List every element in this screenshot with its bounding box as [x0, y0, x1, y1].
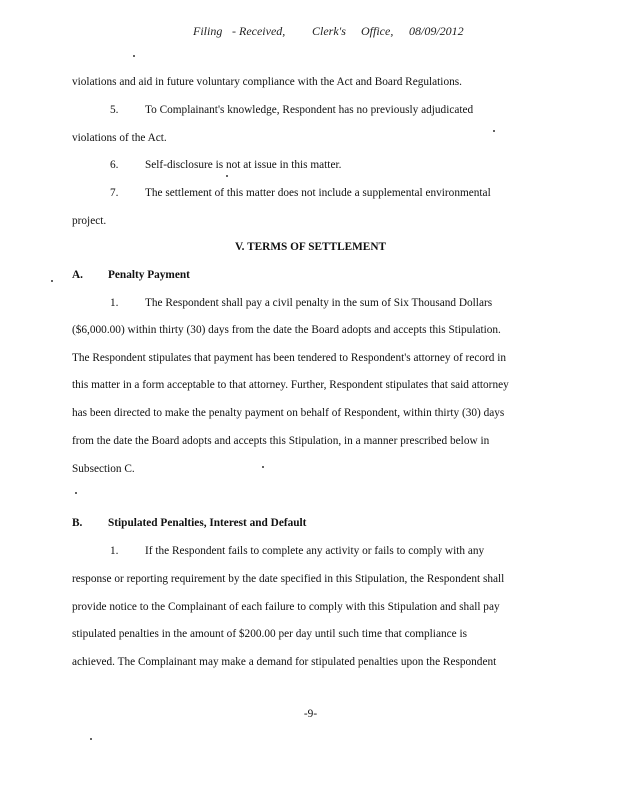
- subsection-letter: B.: [72, 517, 83, 529]
- paragraph-line: ($6,000.00) within thirty (30) days from the date the Board adopts and accepts this Stipulation.: [72, 324, 501, 336]
- stamp-clerks: Clerk's: [312, 24, 346, 38]
- item-number: 1.: [110, 545, 119, 557]
- paragraph-line: The Respondent shall pay a civil penalty in the sum of Six Thousand Dollars: [145, 297, 493, 309]
- paragraph-line: The settlement of this matter does not include a supplemental environmental: [145, 187, 491, 199]
- paragraph-line: project.: [72, 215, 107, 227]
- paragraph-line: has been directed to make the penalty payment on behalf of Respondent, within thirty (30) days: [72, 407, 505, 419]
- stamp-office: Office,: [361, 24, 394, 38]
- paragraph-line: To Complainant's knowledge, Respondent has no previously adjudicated: [145, 104, 474, 116]
- paragraph-line: If the Respondent fails to complete any activity or fails to comply with any: [145, 545, 485, 557]
- paragraph-line: response or reporting requirement by the date specified in this Stipulation, the Respondent shall: [72, 573, 505, 585]
- paragraph-line: The Respondent stipulates that payment has been tendered to Respondent's attorney of record in: [72, 352, 507, 364]
- scan-speck: [75, 492, 77, 494]
- stamp-filing: Filing: [193, 24, 223, 38]
- paragraph-line: provide notice to the Complainant of each failure to comply with this Stipulation and shall pay: [72, 601, 500, 613]
- scan-speck: [90, 738, 92, 740]
- paragraph-line: violations and aid in future voluntary compliance with the Act and Board Regulations.: [72, 76, 462, 88]
- scan-speck: [262, 466, 264, 468]
- paragraph-line: violations of the Act.: [72, 132, 167, 144]
- item-number: 6.: [110, 159, 119, 171]
- paragraph-line: from the date the Board adopts and accepts this Stipulation, in a manner prescribed below in: [72, 435, 490, 447]
- subsection-title: Penalty Payment: [108, 269, 190, 281]
- section-title: V. TERMS OF SETTLEMENT: [234, 241, 387, 253]
- paragraph-line: Self-disclosure is not at issue in this matter.: [145, 159, 342, 171]
- item-number: 7.: [110, 187, 119, 199]
- page-number: -9-: [303, 708, 318, 720]
- stamp-received: - Received,: [232, 24, 286, 38]
- item-number: 1.: [110, 297, 119, 309]
- scan-speck: [133, 55, 135, 57]
- paragraph-line: this matter in a form acceptable to that attorney. Further, Respondent stipulates that said attorney: [72, 379, 509, 391]
- paragraph-line: stipulated penalties in the amount of $200.00 per day until such time that compliance is: [72, 628, 467, 640]
- paragraph-line: achieved. The Complainant may make a demand for stipulated penalties upon the Respondent: [72, 656, 497, 668]
- paragraph-line: Subsection C.: [72, 463, 135, 475]
- scan-speck: [51, 280, 53, 282]
- scan-speck: [226, 175, 228, 177]
- scan-speck: [493, 130, 495, 132]
- subsection-title: Stipulated Penalties, Interest and Default: [108, 517, 307, 529]
- item-number: 5.: [110, 104, 119, 116]
- stamp-date: 08/09/2012: [409, 24, 464, 38]
- subsection-letter: A.: [72, 269, 83, 281]
